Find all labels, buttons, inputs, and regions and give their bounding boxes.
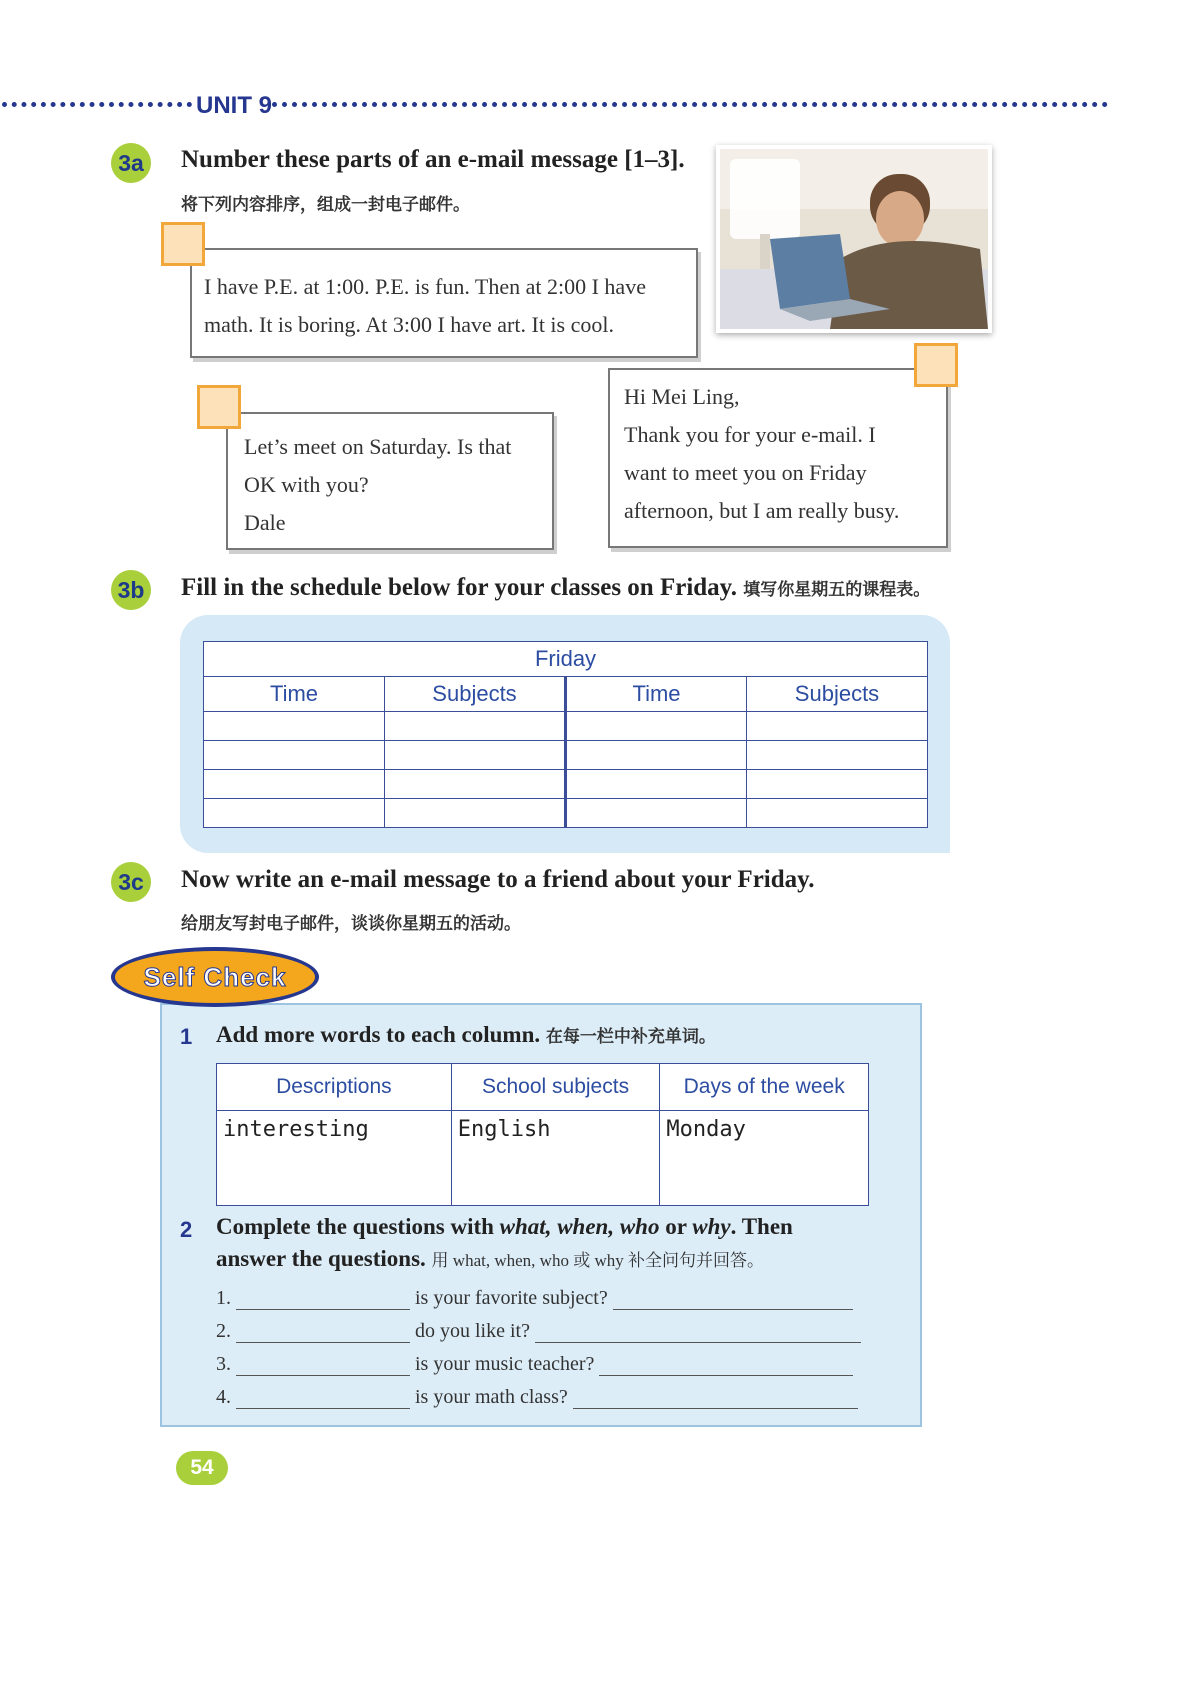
email-part-note	[190, 248, 698, 358]
instruction-3b-en: Fill in the schedule below for your classes on Friday.	[181, 574, 738, 601]
question-text: do you like it?	[415, 1320, 530, 1342]
q1-text: Add more words to each column.	[216, 1022, 541, 1047]
col-header-days: Days of the week	[660, 1064, 869, 1111]
question-number: 4.	[216, 1386, 231, 1408]
col-header-time: Time	[204, 677, 385, 712]
col-header-school-subjects: School subjects	[451, 1064, 660, 1111]
friday-schedule-table	[203, 641, 928, 828]
instruction-3a-cn: 将下列内容排序，组成一封电子邮件。	[181, 195, 470, 214]
q1-number: 1	[180, 1024, 193, 1049]
schedule-cell[interactable]	[747, 770, 928, 799]
self-check-label	[111, 947, 319, 1007]
school-subjects-cell[interactable]: English	[451, 1111, 660, 1206]
schedule-cell[interactable]	[385, 712, 566, 741]
schedule-title: Friday	[204, 642, 928, 677]
q2-instruction-line1	[216, 1214, 793, 1240]
schedule-cell[interactable]	[566, 712, 747, 741]
schedule-cell[interactable]	[747, 799, 928, 828]
q2-line2: answer the questions.	[216, 1246, 426, 1271]
badge-3c: 3c	[111, 862, 151, 902]
instruction-3b-cn: 填写你星期五的课程表。	[743, 580, 931, 599]
note-line: want to meet you on Friday	[624, 460, 867, 485]
q2-number: 2	[180, 1217, 193, 1242]
note-line: math. It is boring. At 3:00 I have art. It is cool.	[204, 312, 614, 337]
answer-blank[interactable]	[613, 1289, 853, 1310]
schedule-cell[interactable]	[385, 799, 566, 828]
days-cell[interactable]: Monday	[660, 1111, 869, 1206]
note-line: Hi Mei Ling,	[624, 384, 740, 409]
instruction-3b	[181, 574, 930, 602]
question-number: 3.	[216, 1353, 231, 1375]
question-number: 2.	[216, 1320, 231, 1342]
q2-instruction-line2	[216, 1246, 764, 1272]
question-text: is your favorite subject?	[415, 1287, 608, 1309]
note-line: Let’s meet on Saturday. Is that	[244, 434, 512, 459]
order-box-2[interactable]	[197, 385, 241, 429]
question-blank[interactable]	[236, 1388, 410, 1409]
q2-or: or	[659, 1214, 693, 1239]
schedule-cell[interactable]	[204, 741, 385, 770]
schedule-cell[interactable]	[204, 712, 385, 741]
note-line: afternoon, but I am really busy.	[624, 498, 900, 523]
q1-text-cn: 在每一栏中补充单词。	[545, 1027, 716, 1046]
q2-text-a: Complete the questions with	[216, 1214, 500, 1239]
instruction-3c: Now write an e-mail message to a friend about your Friday.	[181, 866, 815, 893]
word-columns-table	[216, 1063, 869, 1206]
student-laptop-photo	[716, 145, 992, 333]
schedule-cell[interactable]	[747, 741, 928, 770]
unit-label: UNIT 9	[196, 92, 273, 119]
page-number: 54	[176, 1451, 228, 1485]
answer-blank[interactable]	[599, 1355, 853, 1376]
order-box-3[interactable]	[914, 343, 958, 387]
q1-instruction	[216, 1022, 716, 1048]
schedule-cell[interactable]	[385, 741, 566, 770]
answer-blank[interactable]	[573, 1388, 858, 1409]
schedule-cell[interactable]	[385, 770, 566, 799]
schedule-cell[interactable]	[566, 741, 747, 770]
schedule-cell[interactable]	[747, 712, 928, 741]
question-blank[interactable]	[236, 1289, 410, 1310]
instruction-3c-cn: 给朋友写封电子邮件，谈谈你星期五的活动。	[181, 914, 521, 933]
q2-text-b: . Then	[730, 1214, 793, 1239]
note-line: Thank you for your e-mail. I	[624, 422, 876, 447]
question-blank[interactable]	[236, 1355, 410, 1376]
badge-3b: 3b	[111, 570, 151, 610]
email-part-note	[226, 412, 554, 550]
question-item	[216, 1320, 861, 1343]
q2-words: what, when, who	[499, 1214, 660, 1239]
header-dots-right	[272, 102, 1108, 107]
badge-3a: 3a	[111, 143, 151, 183]
self-check-title: Self Check	[143, 961, 287, 992]
header-dots-left	[2, 102, 192, 107]
question-item	[216, 1386, 858, 1409]
question-number: 1.	[216, 1287, 231, 1309]
schedule-cell[interactable]	[566, 799, 747, 828]
col-header-subjects: Subjects	[385, 677, 566, 712]
descriptions-cell[interactable]: interesting	[217, 1111, 452, 1206]
instruction-3a: Number these parts of an e-mail message [1–3].	[181, 146, 685, 173]
question-blank[interactable]	[236, 1322, 410, 1343]
note-line: Dale	[244, 510, 286, 535]
q2-why: why	[692, 1214, 731, 1239]
schedule-cell[interactable]	[204, 799, 385, 828]
question-item	[216, 1353, 853, 1376]
question-text: is your math class?	[415, 1386, 568, 1408]
note-line: I have P.E. at 1:00. P.E. is fun. Then at 2:00 I have	[204, 274, 646, 299]
schedule-cell[interactable]	[566, 770, 747, 799]
note-line: OK with you?	[244, 472, 369, 497]
col-header-time: Time	[566, 677, 747, 712]
question-item	[216, 1287, 853, 1310]
email-part-note	[608, 368, 948, 548]
q2-line2-cn: 用 what, when, who 或 why 补全问句并回答。	[431, 1251, 764, 1270]
order-box-1[interactable]	[161, 222, 205, 266]
schedule-cell[interactable]	[204, 770, 385, 799]
question-text: is your music teacher?	[415, 1353, 595, 1375]
answer-blank[interactable]	[535, 1322, 861, 1343]
col-header-descriptions: Descriptions	[217, 1064, 452, 1111]
col-header-subjects: Subjects	[747, 677, 928, 712]
